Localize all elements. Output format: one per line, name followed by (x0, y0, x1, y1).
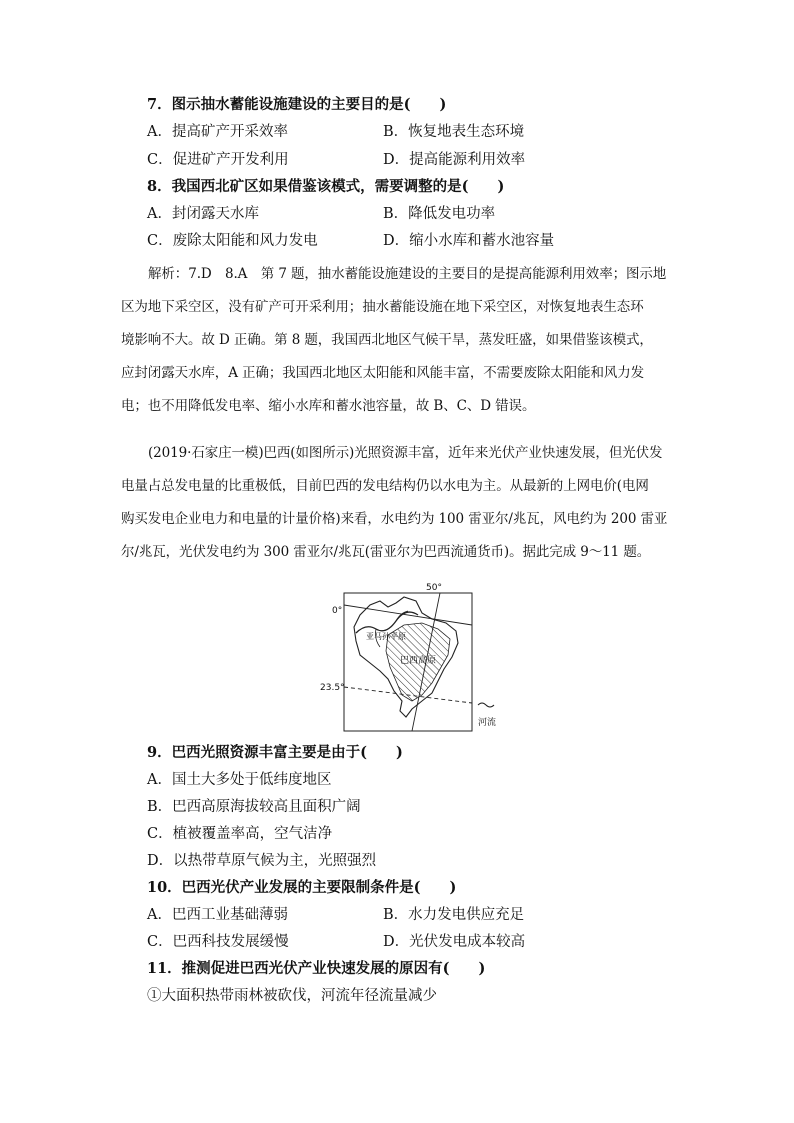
question-10-stem: 10．巴西光伏产业发展的主要限制条件是( ) (147, 879, 457, 896)
intro-line-3: 购买发电企业电力和电量的计量价格)来看，水电约为 100 雷亚尔/兆瓦，风电约为 200 雷亚 (121, 511, 668, 527)
question-9-option-a: A．国土大多处于低纬度地区 (147, 772, 332, 788)
river-legend-icon (478, 703, 494, 707)
question-7-option-c: C．促进矿产开发利用 (147, 152, 289, 168)
tropic-label: 23.5° (320, 683, 345, 693)
intro-line-1: (2019·石家庄一模)巴西(如图所示)光照资源丰富，近年来光伏产业快速发展，但光伏发 (148, 445, 663, 461)
question-8-option-b: B．降低发电功率 (383, 206, 496, 222)
equator-label: 0° (332, 606, 343, 616)
analysis-line-5: 电；也不用降低发电率、缩小水库和蓄水池容量，故 B、C、D 错误。 (121, 398, 536, 414)
analysis-line-1: 解析：7.D 8.A 第 7 题，抽水蓄能设施建设的主要目的是提高能源利用效率；图示地 (148, 266, 667, 282)
brazil-map (320, 583, 500, 735)
analysis-line-3: 境影响不大。故 D 正确。第 8 题，我国西北地区气候干旱，蒸发旺盛，如果借鉴该模式， (121, 332, 653, 348)
question-10-option-b: B．水力发电供应充足 (383, 907, 525, 923)
intro-line-2: 电量占总发电量的比重极低，目前巴西的发电结构仍以水电为主。从最新的上网电价(电网 (121, 478, 649, 494)
question-10-option-d: D．光伏发电成本较高 (383, 934, 526, 950)
question-11-stem: 11．推测促进巴西光伏产业快速发展的原因有( ) (147, 960, 486, 977)
question-8-option-d: D．缩小水库和蓄水池容量 (383, 233, 555, 249)
question-9-option-c: C．植被覆盖率高，空气洁净 (147, 826, 333, 842)
question-7-option-d: D．提高能源利用效率 (383, 152, 526, 168)
amazon-plain-label: 亚马孙平原 (366, 632, 406, 641)
question-8-option-c: C．废除太阳能和风力发电 (147, 233, 318, 249)
question-10-option-a: A．巴西工业基础薄弱 (147, 907, 288, 923)
meridian-50-label: 50° (426, 583, 442, 593)
question-7-stem: 7．图示抽水蓄能设施建设的主要目的是( ) (147, 96, 447, 113)
brazilian-plateau-label: 巴西高原 (400, 656, 437, 666)
question-8-stem: 8．我国西北矿区如果借鉴该模式，需要调整的是( ) (147, 178, 505, 195)
question-10-option-c: C．巴西科技发展缓慢 (147, 934, 289, 950)
question-9-stem: 9．巴西光照资源丰富主要是由于( ) (147, 744, 403, 761)
intro-line-4: 尔/兆瓦，光伏发电约为 300 雷亚尔/兆瓦(雷亚尔为巴西流通货币)。据此完成 9～11 题。 (121, 544, 651, 560)
question-8-option-a: A．封闭露天水库 (147, 206, 259, 222)
question-11-item-1: ①大面积热带雨林被砍伐，河流年径流量减少 (147, 988, 437, 1004)
question-7-option-b: B．恢复地表生态环境 (383, 124, 525, 140)
question-7-option-a: A．提高矿产开采效率 (147, 124, 288, 140)
question-9-option-d: D．以热带草原气候为主，光照强烈 (147, 853, 377, 869)
analysis-line-4: 应封闭露天水库，A 正确；我国西北地区太阳能和风能丰富，不需要废除太阳能和风力发 (121, 365, 645, 381)
river-legend-label: 河流 (478, 718, 497, 728)
analysis-line-2: 区为地下采空区，没有矿产可开采利用；抽水蓄能设施在地下采空区，对恢复地表生态环 (121, 299, 644, 315)
question-9-option-b: B．巴西高原海拔较高且面积广阔 (147, 799, 361, 815)
